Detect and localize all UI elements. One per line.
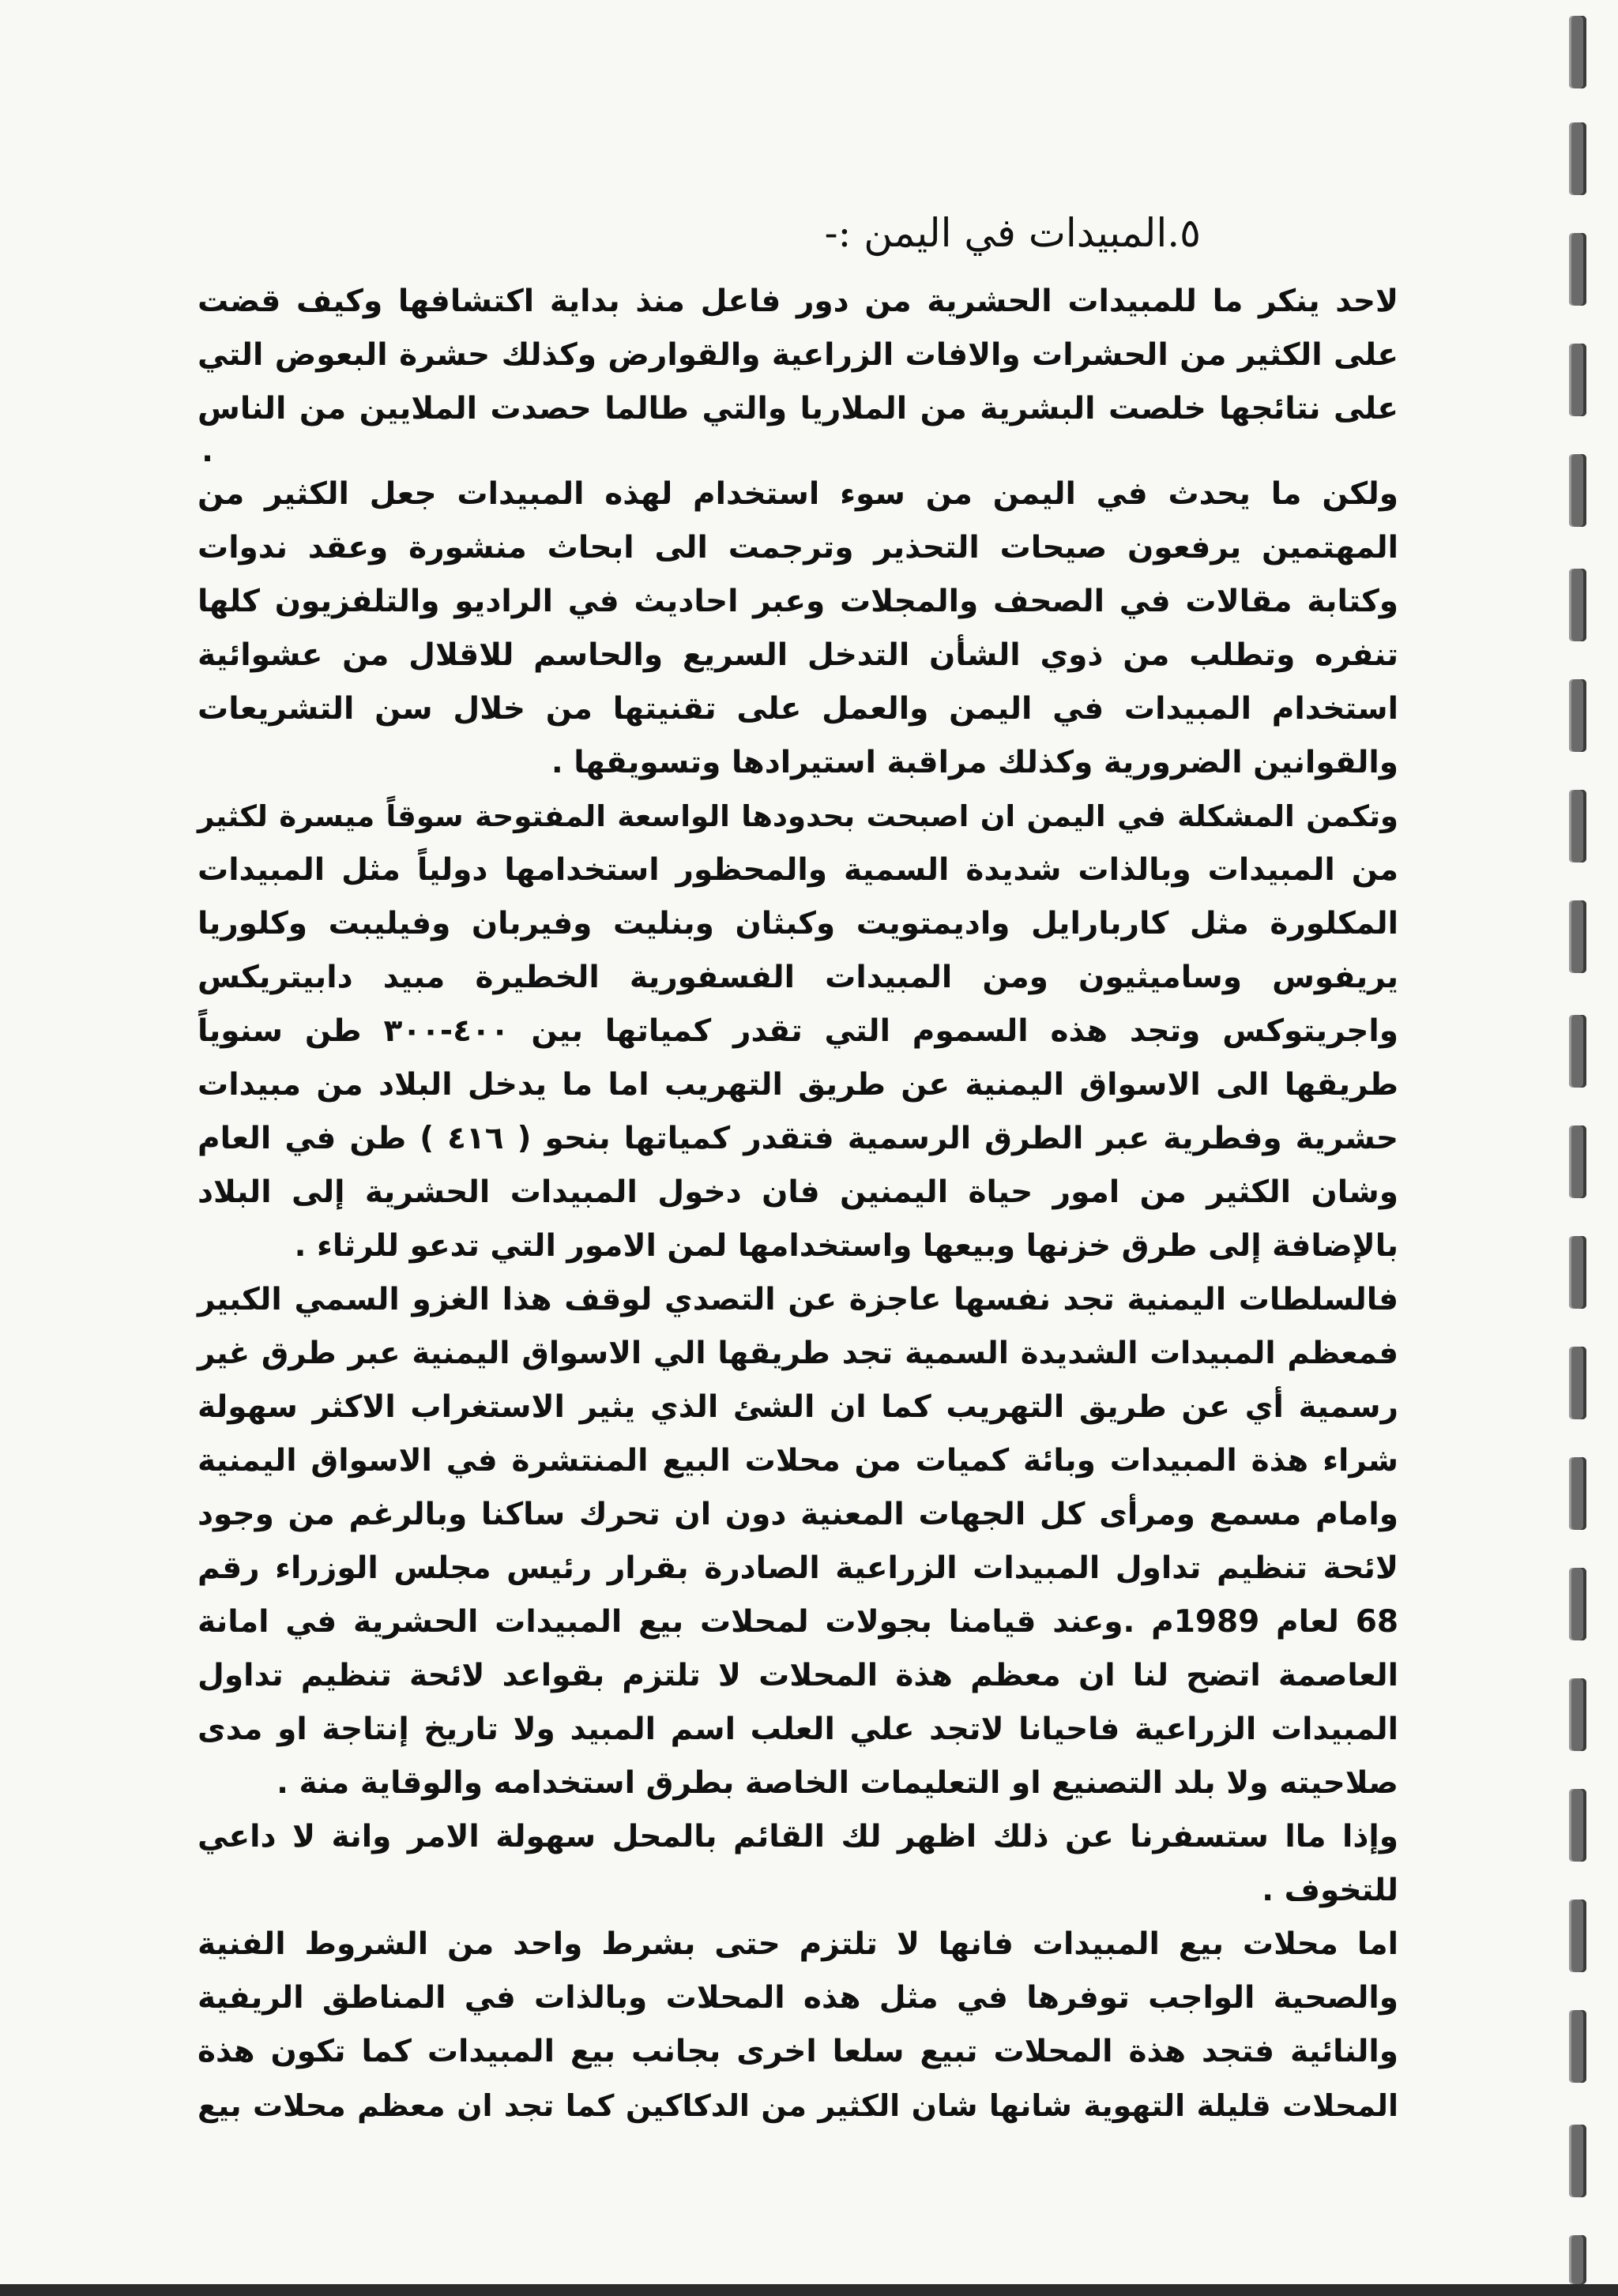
text-line: استخدام المبيدات في اليمن والعمل على تقنيتها من خلال سن التشريعات xyxy=(198,691,1398,727)
ring-binding xyxy=(1564,0,1596,2296)
text-line: لاحد ينكر ما للمبيدات الحشرية من دور فاعل منذ بداية اكتشافها وكيف قضت xyxy=(198,284,1398,319)
text-line: 68 لعام 1989م .وعند قيامنا بجولات لمحلات بيع المبيدات الحشرية في امانة xyxy=(198,1604,1398,1640)
section-heading: ٥.المبيدات في اليمن :- xyxy=(824,210,1201,256)
text-line: من المبيدات وبالذات شديدة السمية والمحظور استخدامها دولياً مثل المبيدات xyxy=(198,852,1398,888)
text-line: فالسلطات اليمنية تجد نفسها عاجزة عن التصدي لوقف هذا الغزو السمي الكبير xyxy=(198,1282,1398,1317)
text-line: على نتائجها خلصت البشرية من الملاريا والتي طالما حصدت الملايين من الناس xyxy=(198,391,1398,427)
text-line: وشان الكثير من امور حياة اليمنين فان دخول المبيدات الحشرية إلى البلاد xyxy=(198,1174,1398,1210)
text-line: والقوانين الضرورية وكذلك مراقبة استيرادها وتسويقها . xyxy=(551,745,1398,780)
text-line: شراء هذة المبيدات وبائة كميات من محلات البيع المنتشرة في الاسواق اليمنية xyxy=(198,1443,1398,1479)
text-line: وإذا ماا ستسفرنا عن ذلك اظهر لك القائم بالمحل سهولة الامر وانة لا داعي xyxy=(198,1819,1398,1854)
text-line: فمعظم المبيدات الشديدة السمية تجد طريقها الي الاسواق اليمنية عبر طرق غير xyxy=(198,1336,1398,1371)
text-line: المهتمين يرفعون صيحات التحذير وترجمت الى ابحاث منشورة وعقد ندوات xyxy=(198,530,1398,566)
binding-hole xyxy=(1569,1347,1586,1419)
text-line: اما محلات بيع المبيدات فانها لا تلتزم حتى بشرط واحد من الشروط الفنية xyxy=(198,1926,1398,1962)
binding-hole xyxy=(1569,1236,1586,1309)
binding-hole xyxy=(1569,569,1586,641)
text-line: المكلورة مثل كاربارايل واديمتويت وكبثان وبنليت وفيربان وفيليبت وكلوريا xyxy=(198,906,1398,941)
binding-hole xyxy=(1569,2125,1586,2197)
text-line: وامام مسمع ومرأى كل الجهات المعنية دون ان تحرك ساكنا وبالرغم من وجود xyxy=(198,1497,1398,1532)
text-line: بالإضافة إلى طرق خزنها وبيعها واستخدامها لمن الامور التي تدعو للرثاء . xyxy=(294,1228,1398,1264)
binding-hole xyxy=(1569,1457,1586,1530)
text-line: واجريتوكس وتجد هذه السموم التي تقدر كمياتها بين ٤٠٠-٣٠٠ طن سنوياً xyxy=(198,1013,1398,1049)
text-line: العاصمة اتضح لنا ان معظم هذة المحلات لا تلتزم بقواعد لائحة تنظيم تداول xyxy=(198,1658,1398,1693)
binding-hole xyxy=(1569,1789,1586,1862)
binding-hole xyxy=(1569,1678,1586,1751)
text-line: ولكن ما يحدث في اليمن من سوء استخدام لهذه المبيدات جعل الكثير من xyxy=(198,476,1398,512)
binding-hole xyxy=(1569,16,1586,88)
binding-hole xyxy=(1569,2235,1586,2284)
binding-hole xyxy=(1569,122,1586,195)
paragraph xyxy=(198,468,1398,790)
binding-hole xyxy=(1569,679,1586,752)
text-line: صلاحيته ولا بلد التصنيع او التعليمات الخاصة بطرق استخدامه والوقاية منة . xyxy=(277,1765,1398,1801)
binding-hole xyxy=(1569,1125,1586,1198)
text-line: المحلات قليلة التهوية شانها شان الكثير من الدكاكين كما تجد ان معظم محلات بيع xyxy=(198,2088,1398,2123)
binding-hole xyxy=(1569,1015,1586,1088)
paragraph xyxy=(198,790,1398,1273)
text-line: رسمية أي عن طريق التهريب كما ان الشئ الذي يثير الاستغراب الاكثر سهولة xyxy=(198,1389,1398,1425)
binding-hole xyxy=(1569,1900,1586,1972)
text-line: وكتابة مقالات في الصحف والمجلات وعبر احاديث في الراديو والتلفزيون كلها xyxy=(198,584,1398,619)
text-line: يريفوس وساميثيون ومن المبيدات الفسفورية الخطيرة مبيد دابيتريكس xyxy=(198,960,1398,995)
binding-hole xyxy=(1569,344,1586,416)
text-line: . xyxy=(201,434,213,469)
document-body xyxy=(198,205,1398,2133)
binding-hole xyxy=(1569,1568,1586,1640)
binding-hole xyxy=(1569,2010,1586,2083)
text-line: والنائية فتجد هذة المحلات تبيع سلعا اخرى بجانب بيع المبيدات كما تكون هذة xyxy=(198,2034,1398,2069)
paragraph xyxy=(198,1273,1398,1810)
text-line: حشرية وفطرية عبر الطرق الرسمية فتقدر كمياتها بنحو ( ٤١٦ ) طن في العام xyxy=(198,1121,1398,1156)
binding-hole xyxy=(1569,454,1586,527)
paragraph xyxy=(198,1810,1398,1918)
text-line: على الكثير من الحشرات والافات الزراعية والقوارض وكذلك حشرة البعوض التي xyxy=(198,337,1398,373)
text-line: وتكمن المشكلة في اليمن ان اصبحت بحدودها الواسعة المفتوحة سوقاً ميسرة لكثير xyxy=(198,799,1398,833)
text-line: والصحية الواجب توفرها في مثل هذه المحلات وبالذات في المناطق الريفية xyxy=(198,1980,1398,2016)
paragraph xyxy=(198,1918,1398,2133)
scan-bottom-edge xyxy=(0,2284,1618,2296)
text-line: تنفره وتطلب من ذوي الشأن التدخل السريع والحاسم للاقلال من عشوائية xyxy=(198,637,1398,673)
binding-hole xyxy=(1569,790,1586,862)
text-line: المبيدات الزراعية فاحيانا لاتجد علي العلب اسم المبيد ولا تاريخ إنتاجة او مدى xyxy=(198,1712,1398,1747)
paragraph xyxy=(198,275,1398,468)
text-line: طريقها الى الاسواق اليمنية عن طريق التهريب اما ما يدخل البلاد من مبيدات xyxy=(198,1067,1398,1103)
text-line: للتخوف . xyxy=(1262,1873,1398,1908)
binding-hole xyxy=(1569,233,1586,306)
binding-hole xyxy=(1569,900,1586,973)
text-line: لائحة تنظيم تداول المبيدات الزراعية الصادرة بقرار رئيس مجلس الوزراء رقم xyxy=(198,1550,1398,1586)
